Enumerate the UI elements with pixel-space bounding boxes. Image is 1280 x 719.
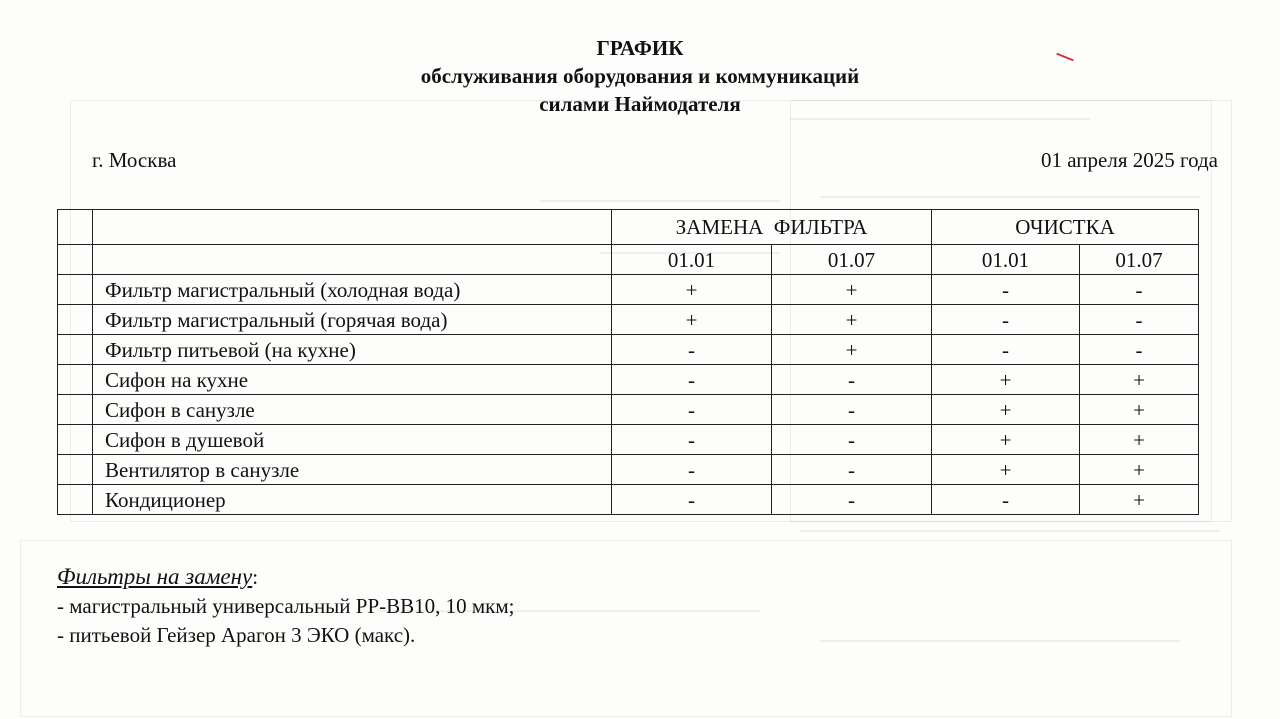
table-row	[58, 275, 1199, 305]
row-item-name: Вентилятор в санузле	[93, 455, 612, 485]
date-label: 01 апреля 2025 года	[1041, 148, 1218, 172]
row-index-cell	[58, 365, 93, 395]
schedule-mark-cell: +	[612, 305, 772, 335]
schedule-mark-cell: +	[932, 455, 1080, 485]
row-index-cell	[58, 485, 93, 515]
row-item-name: Фильтр магистральный (холодная вода)	[93, 275, 612, 305]
schedule-mark-cell: +	[772, 305, 932, 335]
row-item-name: Сифон на кухне	[93, 365, 612, 395]
date-header-cell: 01.01	[932, 245, 1080, 275]
schedule-mark-cell: +	[1080, 365, 1199, 395]
document-title: ГРАФИК	[596, 36, 684, 60]
document-subtitle: обслуживания оборудования и коммуникаций	[420, 64, 860, 88]
cleaning-group-header: ОЧИСТКА	[932, 210, 1199, 245]
replace-filter-group-header: ЗАМЕНА ФИЛЬТРА	[612, 210, 932, 245]
row-index-cell	[58, 395, 93, 425]
schedule-mark-cell: +	[932, 365, 1080, 395]
date-header-cell: 01.07	[1080, 245, 1199, 275]
footer-item: - магистральный универсальный РР-ВВ10, 10 мкм;	[57, 594, 515, 618]
item-header-cell	[93, 245, 612, 275]
schedule-mark-cell: +	[1080, 425, 1199, 455]
footer-heading	[57, 562, 515, 592]
schedule-mark-cell: -	[612, 425, 772, 455]
schedule-mark-cell: -	[932, 305, 1080, 335]
schedule-mark-cell: -	[772, 455, 932, 485]
index-header-cell	[58, 245, 93, 275]
footer-label: Фильтры на замену	[57, 564, 253, 589]
table-header-row	[58, 210, 1199, 245]
row-item-name: Сифон в санузле	[93, 395, 612, 425]
schedule-mark-cell: -	[932, 335, 1080, 365]
schedule-mark-cell: -	[612, 395, 772, 425]
schedule-mark-cell: -	[932, 485, 1080, 515]
row-item-name: Фильтр питьевой (на кухне)	[93, 335, 612, 365]
index-header-cell	[58, 210, 93, 245]
schedule-mark-cell: -	[932, 275, 1080, 305]
date-header-cell: 01.01	[612, 245, 772, 275]
row-item-name: Сифон в душевой	[93, 425, 612, 455]
maintenance-schedule-table	[57, 209, 1199, 515]
schedule-mark-cell: +	[772, 275, 932, 305]
schedule-mark-cell: -	[772, 425, 932, 455]
table-row	[58, 485, 1199, 515]
footer-notes	[57, 562, 515, 650]
schedule-mark-cell: +	[1080, 395, 1199, 425]
schedule-mark-cell: -	[612, 455, 772, 485]
table-row	[58, 335, 1199, 365]
city-label: г. Москва	[92, 148, 177, 172]
schedule-mark-cell: +	[612, 275, 772, 305]
document-subtitle-line2: силами Наймодателя	[539, 92, 741, 116]
schedule-mark-cell: -	[612, 485, 772, 515]
schedule-mark-cell: -	[1080, 335, 1199, 365]
schedule-mark-cell: -	[612, 365, 772, 395]
schedule-mark-cell: +	[1080, 455, 1199, 485]
table-date-row	[58, 245, 1199, 275]
schedule-mark-cell: +	[932, 395, 1080, 425]
row-index-cell	[58, 425, 93, 455]
footer-item: - питьевой Гейзер Арагон 3 ЭКО (макс).	[57, 623, 416, 647]
table-row	[58, 425, 1199, 455]
footer-label-colon: :	[252, 565, 259, 589]
item-header-cell	[93, 210, 612, 245]
schedule-mark-cell: -	[772, 485, 932, 515]
table-row	[58, 395, 1199, 425]
schedule-mark-cell: +	[1080, 485, 1199, 515]
schedule-mark-cell: -	[612, 335, 772, 365]
date-header-cell: 01.07	[772, 245, 932, 275]
schedule-mark-cell: -	[772, 395, 932, 425]
row-index-cell	[58, 455, 93, 485]
row-index-cell	[58, 275, 93, 305]
row-item-name: Кондиционер	[93, 485, 612, 515]
schedule-mark-cell: +	[932, 425, 1080, 455]
table-row	[58, 455, 1199, 485]
row-item-name: Фильтр магистральный (горячая вода)	[93, 305, 612, 335]
schedule-mark-cell: -	[772, 365, 932, 395]
table-row	[58, 365, 1199, 395]
document-title-block	[0, 34, 1280, 118]
table-row	[58, 305, 1199, 335]
schedule-mark-cell: -	[1080, 305, 1199, 335]
row-index-cell	[58, 305, 93, 335]
schedule-mark-cell: +	[772, 335, 932, 365]
row-index-cell	[58, 335, 93, 365]
schedule-mark-cell: -	[1080, 275, 1199, 305]
